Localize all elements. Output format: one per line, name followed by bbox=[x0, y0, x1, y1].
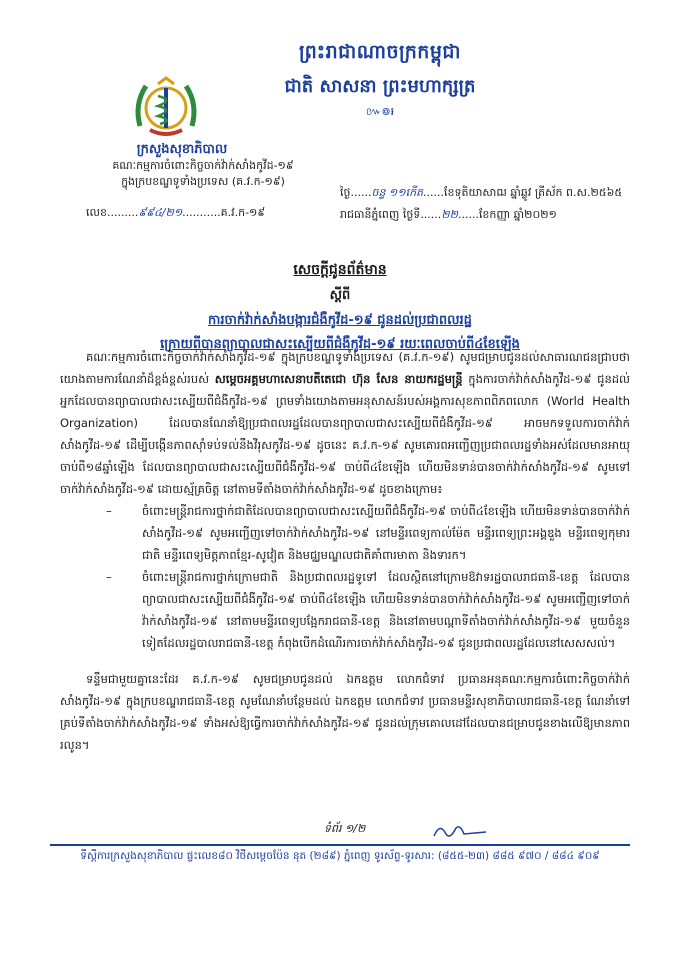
title-notice: សេចក្តីជូនព័ត៌មាន bbox=[293, 262, 387, 278]
solar-day-handwritten: ២២ bbox=[441, 208, 458, 221]
letter-body bbox=[60, 346, 630, 756]
title-subject-2: ក្រោយពីបានព្យាបាលជាសះស្បើយពីជំងឺកូវីដ-១៩ រយៈពេលចាប់ពី៤ខែឡើង bbox=[160, 337, 520, 352]
bullet-list bbox=[60, 500, 630, 654]
title-subject-1: ការចាក់វ៉ាក់សាំងបង្ការជំងឺកូវីដ-១៩ ជូនដល់ប្រជាពលរដ្ឋ bbox=[208, 313, 472, 328]
page-number: ទំព័រ ១/២ bbox=[324, 822, 366, 835]
list-item: – ចំពោះមន្ត្រីរាជការថ្នាក់ក្រោមជាតិ និងប្រជាពលរដ្ឋទូទៅ ដែលស្ថិតនៅក្រោមឱវាទរដ្ឋបាលរាជធានី-ខេត្ត ដែលបានព្យាបាលជាសះស្បើយពីជំងឺកូវីដ-១៩ ចាប់ពី៤ខែឡើង ហើយមិនទាន់បានចាក់វ៉ាក់សាំងកូវីដ-១៩ សូមអញ្ជើញទៅចាក់វ៉ាក់សាំងកូវីដ-១៩ នៅតាមមន្ទីរពេទ្យបង្អែករាជធានី-ខេត្ត និងនៅតាមបណ្តាទីតាំងចាក់វ៉ាក់សាំងកូវីដ-១៩ មួយចំនួនទៀតដែលរដ្ឋបាលរាជធានី-ខេត្ត កំពុងបើកដំណើរការចាក់វ៉ាក់សាំងកូវីដ-១៩ ជូនប្រជាពលរដ្ឋដែលនៅសេសសល់។ bbox=[106, 566, 630, 654]
committee-line-2: ក្នុងក្របខណ្ឌទូទាំងប្រទេស (គ.វ.ក-១៩) bbox=[121, 175, 285, 188]
footer-divider bbox=[50, 844, 630, 846]
body-paragraph-1: គណៈកម្មការចំពោះកិច្ចចាក់វ៉ាក់សាំងកូវីដ-១៩ ក្នុងក្របខណ្ឌទូទាំងប្រទេស (គ.វ.ក-១៩) សូមជម្រាបជូនដល់សាធារណជនជ្រាបថា យោងតាមការណែនាំដ៏ខ្ពង់ខ្ពស់របស់ សម្តេចអគ្គមហាសេនាបតីតេជោ ហ៊ុន សែន នាយករដ្ឋមន្ត្រី ក្នុងការចាក់វ៉ាក់សាំងកូវីដ-១៩ ជូនដល់អ្នកដែលបានព្យាបាលជាសះស្បើយពីជំងឺកូវីដ-១៩ ព្រមទាំងយោងតាមអនុសាសន៍របស់អង្គការសុខភាពពិភពលោក (World Health Organization) ដែលបានណែនាំឱ្យប្រជាពលរដ្ឋដែលបានព្យាបាលជាសះស្បើយពីជំងឺកូវីដ-១៩ អាចមកទទួលការចាក់វ៉ាក់សាំងកូវីដ-១៩ ដើម្បីបង្កើនភាពស៊ាំទប់ទល់នឹងវីរុសកូវីដ-១៩ ដូចនេះ គ.វ.ក-១៩ សូមគោរពអញ្ជើញប្រជាពលរដ្ឋទាំងអស់ដែលមានអាយុចាប់ពី១៨ឆ្នាំឡើង ដែលបានព្យាបាលជាសះស្បើយពីជំងឺកូវីដ-១៩ ចាប់ពី៤ខែឡើង ហើយមិនទាន់បានចាក់វ៉ាក់សាំងកូវីដ-១៩ សូមទៅចាក់វ៉ាក់សាំងកូវីដ-១៩ ដោយស្ម័គ្រចិត្ត នៅតាមទីតាំងចាក់វ៉ាក់សាំងកូវីដ-១៩ ដូចខាងក្រោម៖ bbox=[60, 350, 631, 496]
lunar-handwritten: ចន្ទ ១១កើត bbox=[371, 186, 424, 199]
body-paragraph-closing: ទន្ទឹមជាមួយគ្នានេះដែរ គ.វ.ក-១៩ សូមជម្រាបជូនដល់ ឯកឧត្តម លោកជំទាវ ប្រធានអនុគណៈកម្មការចំពោះកិច្ចចាក់វ៉ាក់សាំងកូវីដ-១៩ ក្នុងក្របខណ្ឌរាជធានី-ខេត្ត សូមណែនាំបន្ថែមដល់ ឯកឧត្តម លោកជំទាវ ប្រធានមន្ទីរសុខាភិបាលរាជធានី-ខេត្ត ណែនាំទៅគ្រប់ទីតាំងចាក់វ៉ាក់សាំងកូវីដ-១៩ ទាំងអស់ឱ្យធ្វើការចាក់វ៉ាក់សាំងកូវីដ-១៩ ជូនដល់ក្រុមគោលដៅដែលបានជម្រាបជូនខាងលើឱ្យមានភាពរលូន។ bbox=[60, 672, 630, 752]
reference-handwritten: ៩៩៤/២១ bbox=[138, 206, 183, 219]
kingdom-title: ព្រះរាជាណាចក្រកម្ពុជា bbox=[299, 41, 461, 63]
committee-line-1: គណៈកម្មការចំពោះកិច្ចចាក់វ៉ាក់សាំងកូវីដ-១៩ bbox=[112, 159, 294, 172]
ministry-name: ក្រសួងសុខាភិបាល bbox=[136, 142, 228, 157]
reference-prefix: លេខ bbox=[86, 206, 107, 219]
reference-number: លេខ.........៩៩៤/២១...........គ.វ.ក-១៩ bbox=[86, 206, 266, 219]
prime-minister-name: សម្តេចអគ្គមហាសេនាបតីតេជោ ហ៊ុន សែន នាយករដ្ឋមន្ត្រី bbox=[214, 372, 463, 386]
title-regarding: ស្តីពី bbox=[329, 288, 351, 303]
ministry-logo-icon bbox=[128, 74, 204, 144]
document-title bbox=[60, 260, 620, 355]
national-motto: ជាតិ សាសនា ព្រះមហាក្សត្រ bbox=[284, 76, 476, 97]
list-item: – ចំពោះមន្ត្រីរាជការថ្នាក់ជាតិដែលបានព្យាបាលជាសះស្បើយពីជំងឺកូវីដ-១៩ ចាប់ពី៤ខែឡើង ហើយមិនទាន់បានចាក់វ៉ាក់សាំងកូវីដ-១៩ សូមអញ្ជើញទៅចាក់វ៉ាក់សាំងកូវីដ-១៩ នៅមន្ទីរពេទ្យកាល់ម៉ែត មន្ទីរពេទ្យព្រះអង្គឌួង មន្ទីរពេទ្យកុមារជាតិ មន្ទីរពេទ្យមិត្តភាពខ្មែរ-សូវៀត និងមជ្ឈមណ្ឌលជាតិគាំពារមាតា និងទារក។ bbox=[106, 500, 630, 566]
date-block bbox=[340, 182, 640, 226]
committee-name bbox=[68, 158, 338, 190]
footer-address: ទីស្តីការក្រសួងសុខាភិបាល ផ្ទះលេខ៨០ វិថីសម្តេចប៉ែន នុត (២៨៩) ភ្នំពេញ ទូរស័ព្ទ-ទូរសារ: (៨៥៥-២៣) ៨៨៥ ៩៧០ / ៨៨៤ ៩០៩ bbox=[80, 850, 600, 862]
header-ornament: ៚៙៛ bbox=[365, 105, 395, 118]
solar-date: រាជធានីភ្នំពេញ ថ្ងៃទី......២២......ខែកញ្ញា ឆ្នាំ២០២១ bbox=[340, 208, 557, 221]
reference-suffix: គ.វ.ក-១៩ bbox=[220, 206, 266, 219]
royal-header bbox=[230, 40, 530, 121]
signature-initials-icon bbox=[430, 820, 490, 842]
lunar-date: ថ្ងៃ......ចន្ទ ១១កើត......ខែទុតិយាសាឍ ឆ្នាំឆ្លូវ ត្រីស័ក ព.ស.២៥៦៥ bbox=[340, 186, 623, 199]
